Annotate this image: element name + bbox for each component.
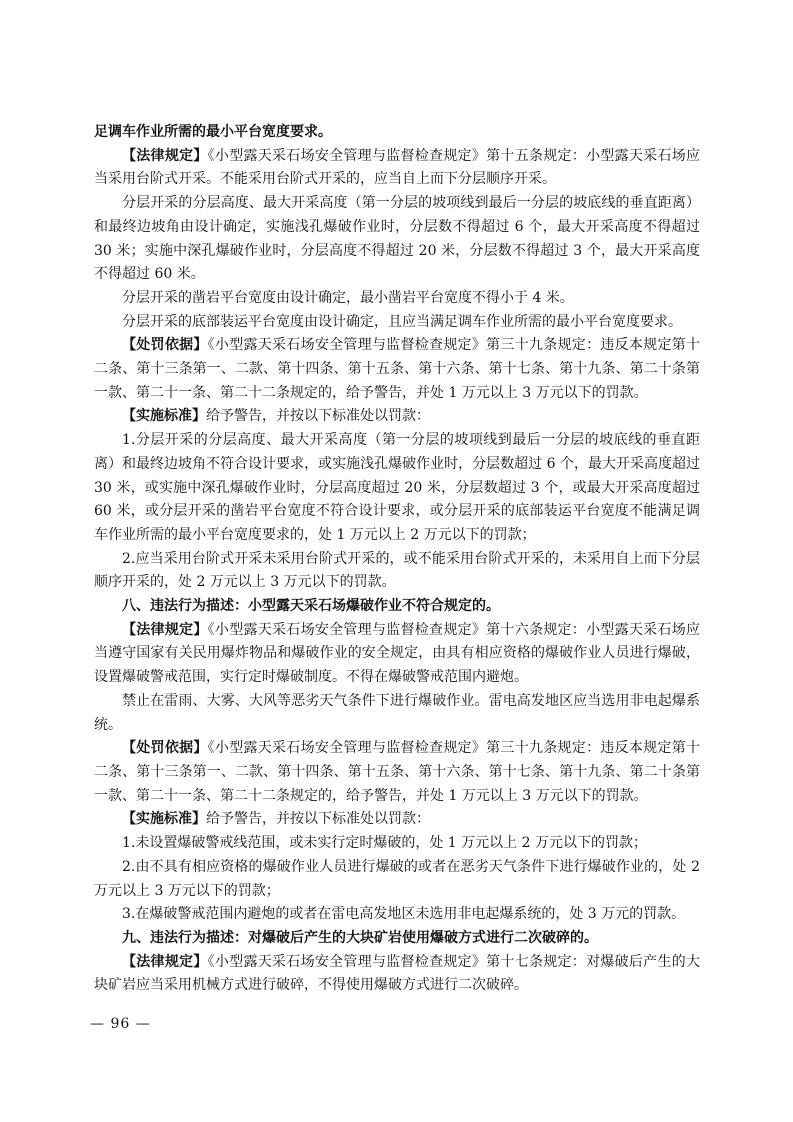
clause-label: 【处罚依据】 [122, 337, 208, 354]
paragraph-text: 给予警告，并按以下标准处以罚款： [206, 408, 430, 425]
paragraph-text: 分层开采的分层高度、最大开采高度（第一分层的坡项线到最后一分层的坡底线的垂直距离）和最终边坡角由设计确定，实施浅孔爆破作业时，分层数不得超过 6 个，最大开采高度不得超过 30 米；实施中深孔爆破作业时，分层高度不得超过 20 米，分层数不得超过 3 个，最大开采高度不得超过 60 米。 [94, 195, 700, 283]
section-heading [94, 927, 700, 951]
labeled-paragraph [94, 405, 700, 429]
paragraph-text: 《小型露天采石场安全管理与监督检查规定》第十六条规定：小型露天采石场应当遵守国家有关民用爆炸物品和爆破作业的安全规定，由具有相应资格的爆破作业人员进行爆破，设置爆破警戒范围，实行定时爆破制度。不得在爆破警戒范围内避炮。 [94, 621, 701, 686]
paragraph-text: 《小型露天采石场安全管理与监督检查规定》第三十九条规定：违反本规定第十二条、第十三条第一、二款、第十四条、第十五条、第十六条、第十七条、第十九条、第二十条第一款、第二十一条、第二十二条规定的，给予警告，并处 1 万元以上 3 万元以下的罚款。 [94, 740, 701, 804]
clause-label: 【法律规定】 [122, 621, 208, 638]
section-heading [94, 595, 700, 619]
paragraph-text: 《小型露天采石场安全管理与监督检查规定》第十七条规定：对爆破后产生的大块矿岩应当采用机械方式进行破碎，不得使用爆破方式进行二次破碎。 [94, 953, 701, 994]
paragraph-continuation [94, 121, 700, 145]
labeled-paragraph [94, 951, 700, 998]
paragraph-text: 禁止在雷雨、大雾、大风等恶劣天气条件下进行爆破作业。雷电高发地区应当选用非电起爆系统。 [94, 692, 700, 733]
page-number: — 96 — [90, 1016, 151, 1032]
paragraph-text: 分层开采的凿岩平台宽度由设计确定，最小凿岩平台宽度不得小于 4 米。 [122, 289, 574, 306]
labeled-paragraph [94, 619, 700, 690]
clause-label: 【法律规定】 [122, 147, 208, 164]
clause-label: 【法律规定】 [122, 953, 208, 970]
paragraph-text: 九、违法行为描述：对爆破后产生的大块矿岩使用爆破方式进行二次破碎的。 [122, 929, 598, 946]
paragraph-text: 分层开采的底部装运平台宽度由设计确定，且应当满足调车作业所需的最小平台宽度要求。 [122, 313, 682, 330]
labeled-paragraph [94, 808, 700, 832]
body-paragraph [94, 903, 700, 927]
labeled-paragraph [94, 737, 700, 808]
paragraph-text: 给予警告，并按以下标准处以罚款： [206, 811, 430, 828]
body-paragraph [94, 311, 700, 335]
body-paragraph [94, 690, 700, 737]
clause-label: 【实施标准】 [122, 408, 206, 425]
labeled-paragraph [94, 145, 700, 192]
paragraph-text: 2.由不具有相应资格的爆破作业人员进行爆破的或者在恶劣天气条件下进行爆破作业的，处 2 万元以上 3 万元以下的罚款； [94, 858, 700, 899]
body-paragraph [94, 832, 700, 856]
paragraph-text: 《小型露天采石场安全管理与监督检查规定》第十五条规定：小型露天采石场应当采用台阶式开采。不能采用台阶式开采的，应当自上而下分层顺序开采。 [94, 147, 701, 188]
body-paragraph [94, 429, 700, 548]
paragraph-text: 1.分层开采的分层高度、最大开采高度（第一分层的坡项线到最后一分层的坡底线的垂直距离）和最终边坡角不符合设计要求，或实施浅孔爆破作业时，分层数超过 6 个，最大开采高度超过 30 米，或实施中深孔爆破作业时，分层高度超过 20 米，分层数超过 3 个，或最大开采高度超过 60 米，或分层开采的凿岩平台宽度不符合设计要求，或分层开采的底部装运平台宽度不能满足调车作业所需的最小平台宽度要求的，处 1 万元以上 2 万元以下的罚款； [94, 432, 700, 543]
paragraph-text: 1.未设置爆破警戒线范围，或未实行定时爆破的，处 1 万元以上 2 万元以下的罚款； [122, 835, 647, 852]
page-body [94, 121, 700, 998]
paragraph-text: 3.在爆破警戒范围内避炮的或者在雷电高发地区未选用非电起爆系统的，处 3 万元的罚款。 [122, 906, 686, 923]
body-paragraph [94, 548, 700, 595]
paragraph-text: 《小型露天采石场安全管理与监督检查规定》第三十九条规定：违反本规定第十二条、第十三条第一、二款、第十四条、第十五条、第十六条、第十七条、第十九条、第二十条第一款、第二十一条、第二十二条规定的，给予警告，并处 1 万元以上 3 万元以下的罚款。 [94, 337, 701, 401]
paragraph-text: 八、违法行为描述：小型露天采石场爆破作业不符合规定的。 [122, 598, 500, 615]
labeled-paragraph [94, 334, 700, 405]
body-paragraph [94, 287, 700, 311]
clause-label: 【实施标准】 [122, 811, 206, 828]
body-paragraph [94, 192, 700, 287]
body-paragraph [94, 856, 700, 903]
paragraph-text: 足调车作业所需的最小平台宽度要求。 [94, 124, 332, 140]
clause-label: 【处罚依据】 [122, 740, 208, 757]
paragraph-text: 2.应当采用台阶式开采未采用台阶式开采的，或不能采用台阶式开采的，未采用自上而下分层顺序开采的，处 2 万元以上 3 万元以下的罚款。 [94, 550, 700, 591]
